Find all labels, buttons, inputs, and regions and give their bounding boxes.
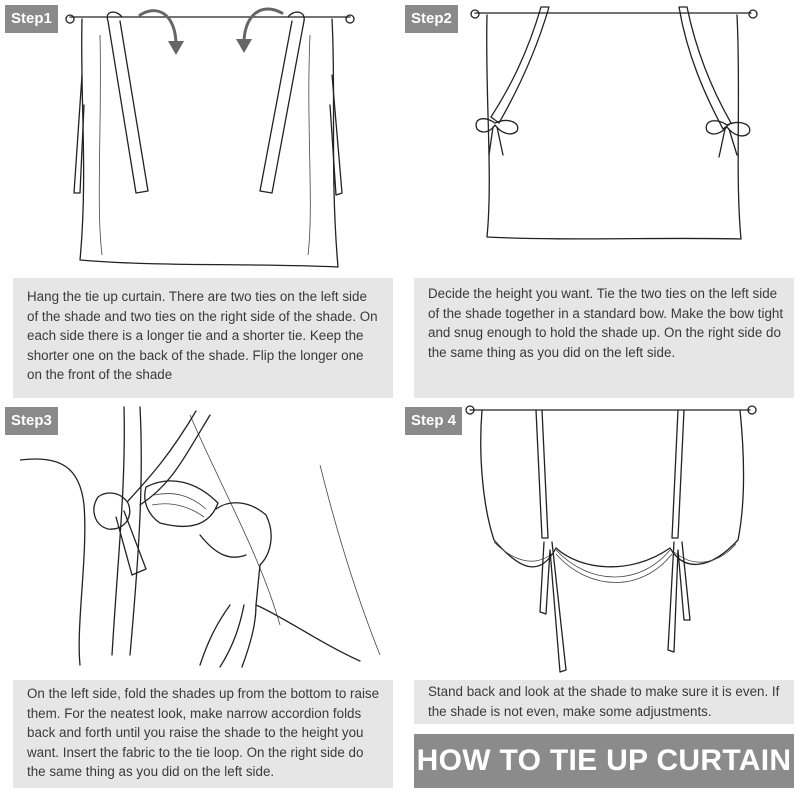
step3-label: Step3 — [5, 407, 58, 435]
step3-text: On the left side, fold the shades up from the bottom to raise them. For the neatest look, make narrow accordion folds back and forth until you raise the shade to the height you want. Insert the fabric to the tie loop. On the right side do the same thing as you did on the left side. — [13, 680, 393, 788]
step2-illustration — [465, 5, 765, 270]
step4-label: Step 4 — [405, 407, 462, 435]
step4-illustration — [460, 400, 760, 675]
step1-text: Hang the tie up curtain. There are two ties on the left side of the shade and two ties on the right side of the shade. On each side there is a longer tie and a shorter tie. Keep the shorter one on the back of the shade. Flip the longer one on the front of the shade — [13, 278, 393, 398]
step3-illustration — [20, 405, 390, 670]
step1-illustration — [60, 5, 360, 270]
step4-text: Stand back and look at the shade to make sure it is even. If the shade is not even, make some adjustments. — [414, 680, 794, 724]
title-banner: HOW TO TIE UP CURTAIN — [414, 734, 794, 788]
step1-label: Step1 — [5, 5, 58, 33]
step2-label: Step2 — [405, 5, 458, 33]
step2-text: Decide the height you want. Tie the two ties on the left side of the shade together in a standard bow. Make the bow tight and snug enough to hold the shade up. On the right side do the same thing as you did on the left side. — [414, 278, 794, 398]
